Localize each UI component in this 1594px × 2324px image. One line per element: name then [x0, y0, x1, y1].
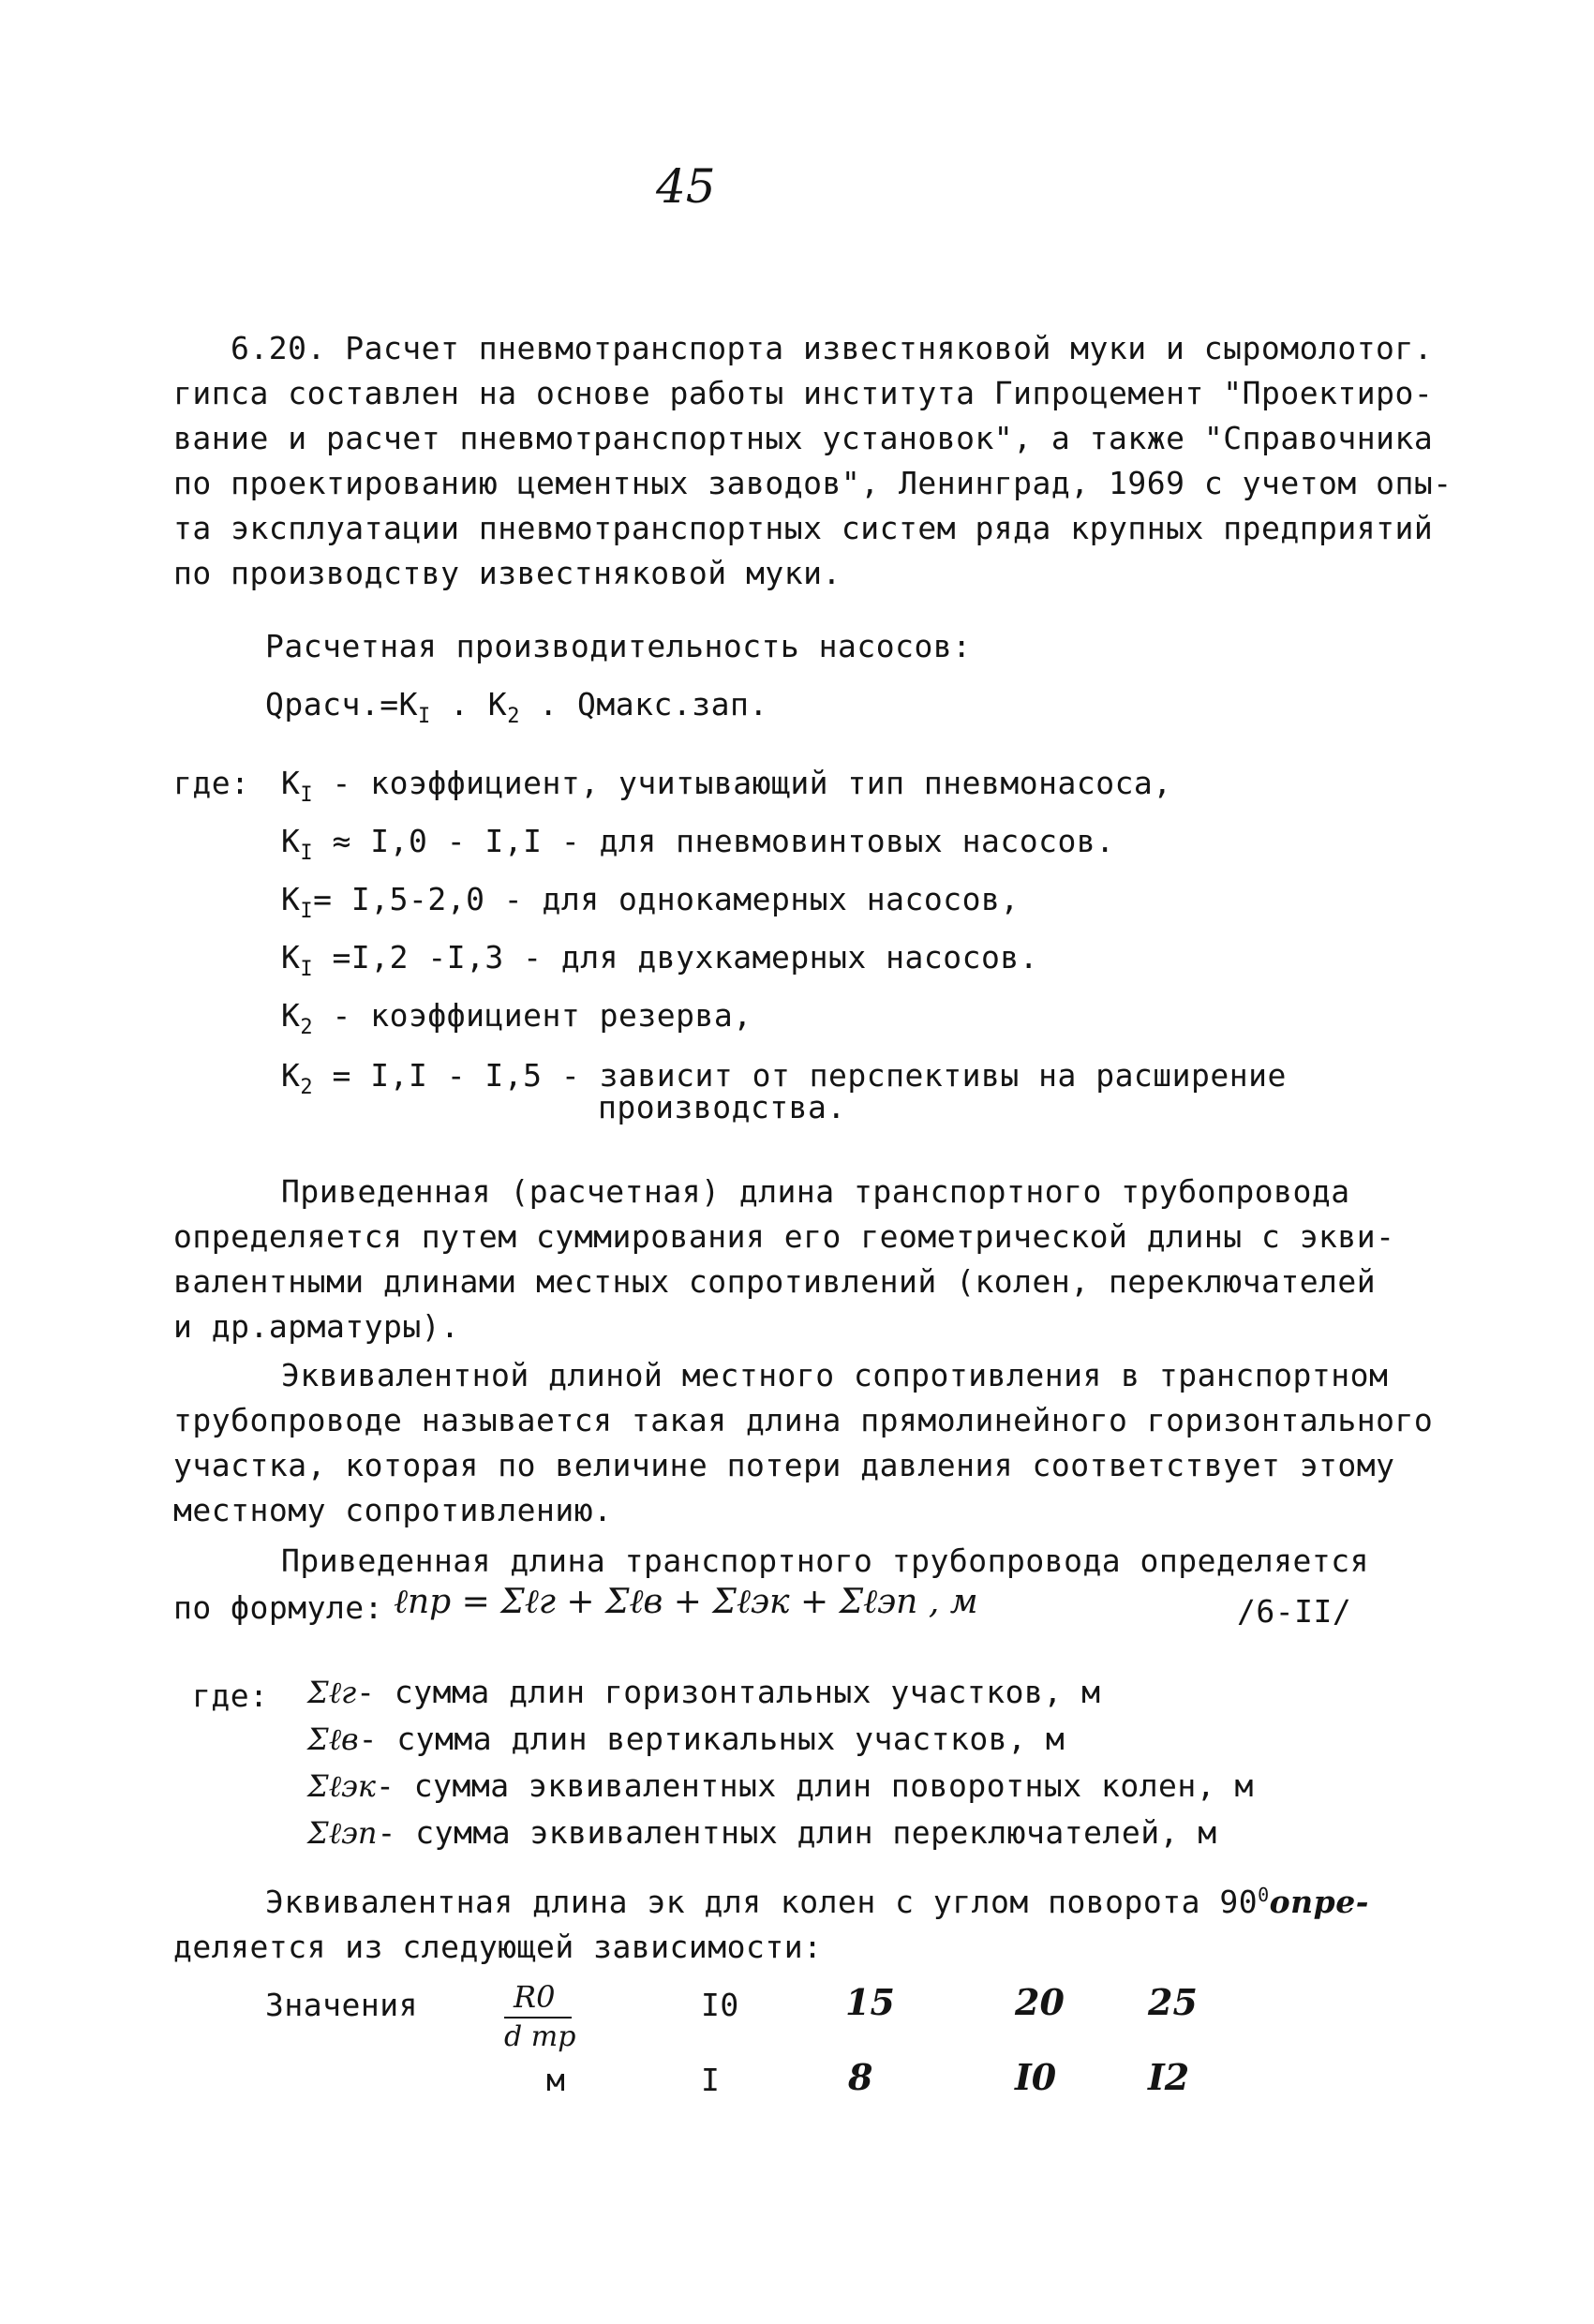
para-6-20-line-4: по проектированию цементных заводов", Ленинград, 1969 с учетом опы-	[173, 465, 1452, 501]
table-frac-line	[504, 2017, 572, 2019]
para-6-20-line-6: по производству известняковой муки.	[173, 555, 842, 591]
where-label-1: где:	[173, 765, 250, 801]
formula-2-number: /6-II/	[1237, 1593, 1352, 1630]
calc-heading: Расчетная производительность насосов:	[265, 628, 972, 664]
def-k1-coef: $К_I$ - коэффициент, учитывающий тип пневмонасоса,	[281, 765, 1172, 807]
table-frac-denominator: d тр	[504, 2020, 576, 2053]
table-r1-c1: I0	[701, 1987, 739, 2023]
formula-1-k2: . К	[430, 686, 508, 723]
para-reduced-line-1: Приведенная (расчетная) длина транспортного трубопровода	[281, 1173, 1350, 1210]
formula-1	[265, 686, 768, 728]
page-number: 45	[656, 159, 716, 214]
table-row-label: Значения	[265, 1987, 418, 2023]
formula-2-handwritten: ℓпр = Σℓг + Σℓв + Σℓэк + Σℓэп , м	[394, 1583, 978, 1621]
para-equiv-line-3: участка, которая по величине потери давления соответствует этому	[173, 1447, 1395, 1483]
formula-1-q: Qрасч.=К	[265, 686, 418, 723]
table-r1-c3: 20	[1015, 1981, 1065, 2023]
def-k2-reserve: $К_2$ - коэффициент резерва,	[281, 997, 752, 1039]
table-r2-c3: I0	[1015, 2056, 1057, 2098]
def-k1-double: $К_I =I,2$ -I,3 - для двухкамерных насосов.	[281, 939, 1039, 981]
table-r2-c2: 8	[848, 2056, 873, 2098]
para-reduced-line-4: и др.арматуры).	[173, 1308, 460, 1345]
para-reduced-line-2: определяется путем суммирования его геометрической длины с экви-	[173, 1218, 1395, 1255]
equiv-elbow-line-2: деляется из следующей зависимости:	[173, 1929, 823, 1965]
def-sum-vertical: Σℓв- сумма длин вертикальных участков, м	[307, 1721, 1065, 1757]
formula-1-k2-sub: 2	[507, 705, 520, 728]
formula-1-rest: . Qмакс.зап.	[519, 686, 768, 723]
table-r1-c4: 25	[1148, 1981, 1198, 2023]
def-sum-horizontal: Σℓг- сумма длин горизонтальных участков, м	[307, 1674, 1101, 1710]
para-equiv-line-2: трубопроводе называется такая длина прямолинейного горизонтального	[173, 1402, 1434, 1438]
table-r2-c4: I2	[1148, 2056, 1190, 2098]
def-k2-range-cont: производства.	[598, 1089, 846, 1125]
para-reduced-line-3: валентными длинами местных сопротивлений (колен, переключателей	[173, 1263, 1377, 1300]
formula-1-k1-sub: I	[417, 705, 431, 728]
def-sum-switches: Σℓэп- сумма эквивалентных длин переключателей, м	[307, 1814, 1217, 1851]
table-r2-c1: I	[701, 2062, 721, 2098]
def-sum-elbows: Σℓэк- сумма эквивалентных длин поворотных колен, м	[307, 1767, 1254, 1804]
para-6-20-line-3: вание и расчет пневмотранспортных установок", а также "Справочника	[173, 420, 1434, 456]
where-label-2: где:	[192, 1677, 269, 1714]
table-frac-numerator: R0	[514, 1979, 556, 2015]
table-unit-label: м	[546, 2062, 566, 2098]
para-equiv-line-1: Эквивалентной длиной местного сопротивления в транспортном	[281, 1357, 1389, 1393]
def-k2-range: $К_2 = I,I - I,5$ - зависит от перспективы на расширение	[281, 1057, 1287, 1099]
para-6-20-line-1: 6.20. Расчет пневмотранспорта известняковой муки и сыромолотог.	[231, 330, 1434, 366]
para-6-20-line-5: та эксплуатации пневмотранспортных систем ряда крупных предприятий	[173, 510, 1434, 546]
def-k1-single: $К_I= I,5-2,0$ - для однокамерных насосов,	[281, 881, 1020, 923]
table-r1-c2: 15	[845, 1981, 895, 2023]
equiv-elbow-line-1: Эквивалентная длина эк для колен с углом поворота $90^0опре-$	[265, 1884, 1369, 1920]
para-formula-intro: Приведенная длина транспортного трубопровода определяется	[281, 1542, 1369, 1579]
para-equiv-line-4: местному сопротивлению.	[173, 1492, 613, 1528]
formula-2-label: по формуле:	[173, 1589, 384, 1626]
def-k1-screw: $К_I \approx I,0 - I,I$ - для пневмовинтовых насосов.	[281, 823, 1115, 865]
para-6-20-line-2: гипса составлен на основе работы института Гипроцемент "Проектиро-	[173, 375, 1434, 411]
